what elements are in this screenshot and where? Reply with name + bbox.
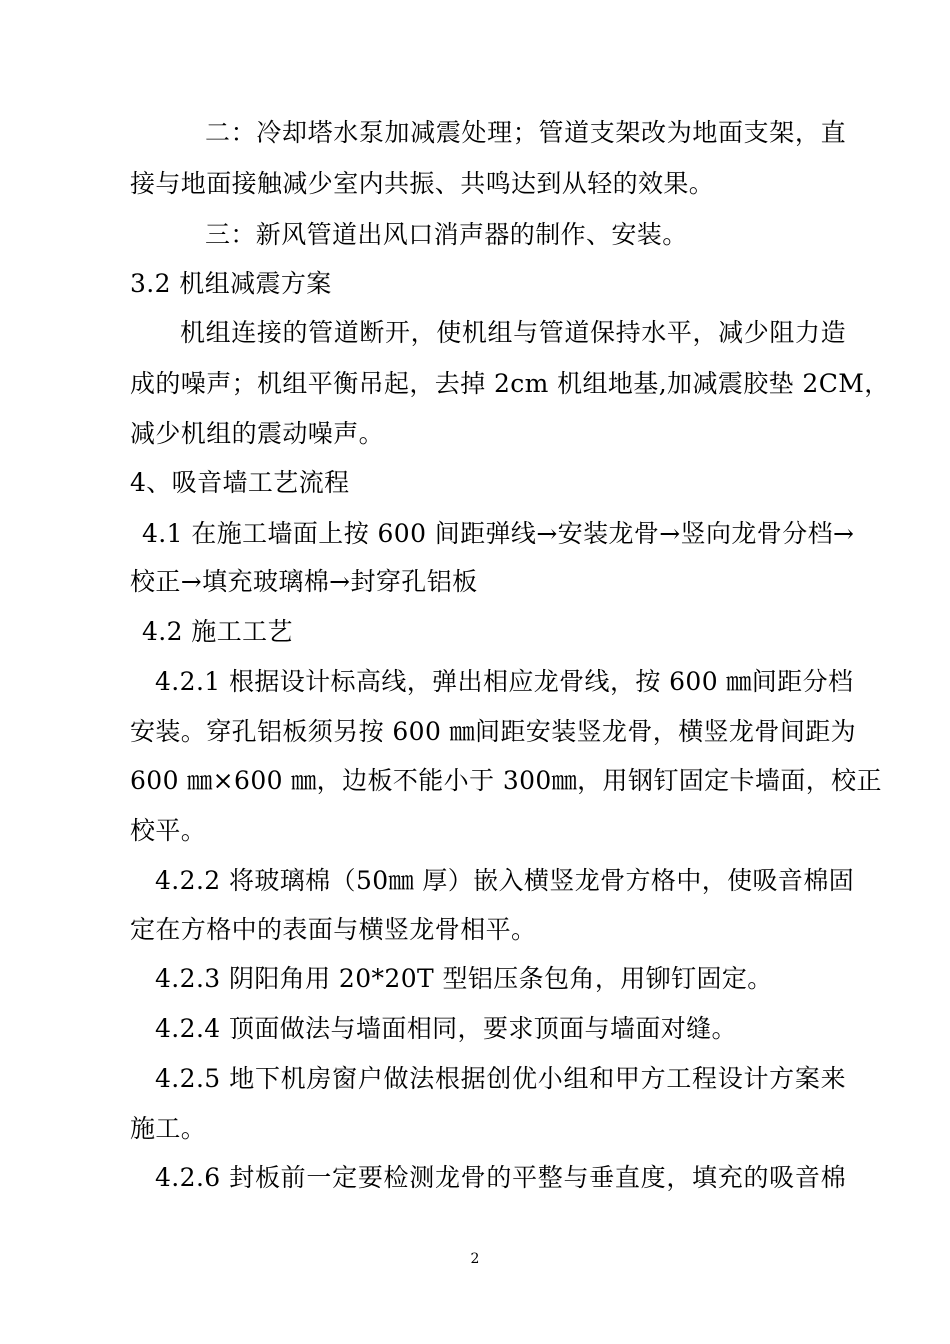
paragraph-line: 成的噪声；机组平衡吊起，去掉 2cm 机组地基,加减震胶垫 2CM， xyxy=(130,369,890,398)
paragraph-line: 机组连接的管道断开，使机组与管道保持水平，减少阻力造 xyxy=(180,318,846,347)
section-heading: 4、吸音墙工艺流程 xyxy=(130,468,350,497)
section-heading: 4.2 施工工艺 xyxy=(142,617,293,646)
paragraph-line: 定在方格中的表面与横竖龙骨相平。 xyxy=(130,915,537,944)
paragraph-line: 减少机组的震动噪声。 xyxy=(130,419,385,448)
paragraph-line: 600 ㎜×600 ㎜，边板不能小于 300㎜，用钢钉固定卡墙面，校正 xyxy=(130,766,882,795)
paragraph-line: 4.2.3 阴阳角用 20*20T 型铝压条包角，用铆钉固定。 xyxy=(155,964,773,993)
paragraph-line: 4.2.5 地下机房窗户做法根据创优小组和甲方工程设计方案来 xyxy=(155,1064,846,1093)
paragraph-line: 4.2.6 封板前一定要检测龙骨的平整与垂直度，填充的吸音棉 xyxy=(155,1163,846,1192)
page-number: 2 xyxy=(470,1251,480,1267)
paragraph-line: 4.2.4 顶面做法与墙面相同，要求顶面与墙面对缝。 xyxy=(155,1014,737,1043)
paragraph-line: 二：冷却塔水泵加减震处理；管道支架改为地面支架，直 xyxy=(205,118,846,147)
paragraph-line: 校正→填充玻璃棉→封穿孔铝板 xyxy=(130,567,478,596)
paragraph-line: 施工。 xyxy=(130,1114,207,1143)
paragraph-line: 接与地面接触减少室内共振、共鸣达到从轻的效果。 xyxy=(130,169,715,198)
paragraph-line: 安装。穿孔铝板须另按 600 ㎜间距安装竖龙骨，横竖龙骨间距为 xyxy=(130,717,857,746)
paragraph-line: 4.2.1 根据设计标高线，弹出相应龙骨线，按 600 ㎜间距分档 xyxy=(155,667,854,696)
paragraph-line: 三：新风管道出风口消声器的制作、安装。 xyxy=(205,220,688,249)
section-heading: 3.2 机组减震方案 xyxy=(130,269,332,298)
paragraph-line: 4.1 在施工墙面上按 600 间距弹线→安装龙骨→竖向龙骨分档→ xyxy=(142,519,855,548)
paragraph-line: 4.2.2 将玻璃棉（50㎜ 厚）嵌入横竖龙骨方格中，使吸音棉固 xyxy=(155,866,855,895)
paragraph-line: 校平。 xyxy=(130,816,207,845)
